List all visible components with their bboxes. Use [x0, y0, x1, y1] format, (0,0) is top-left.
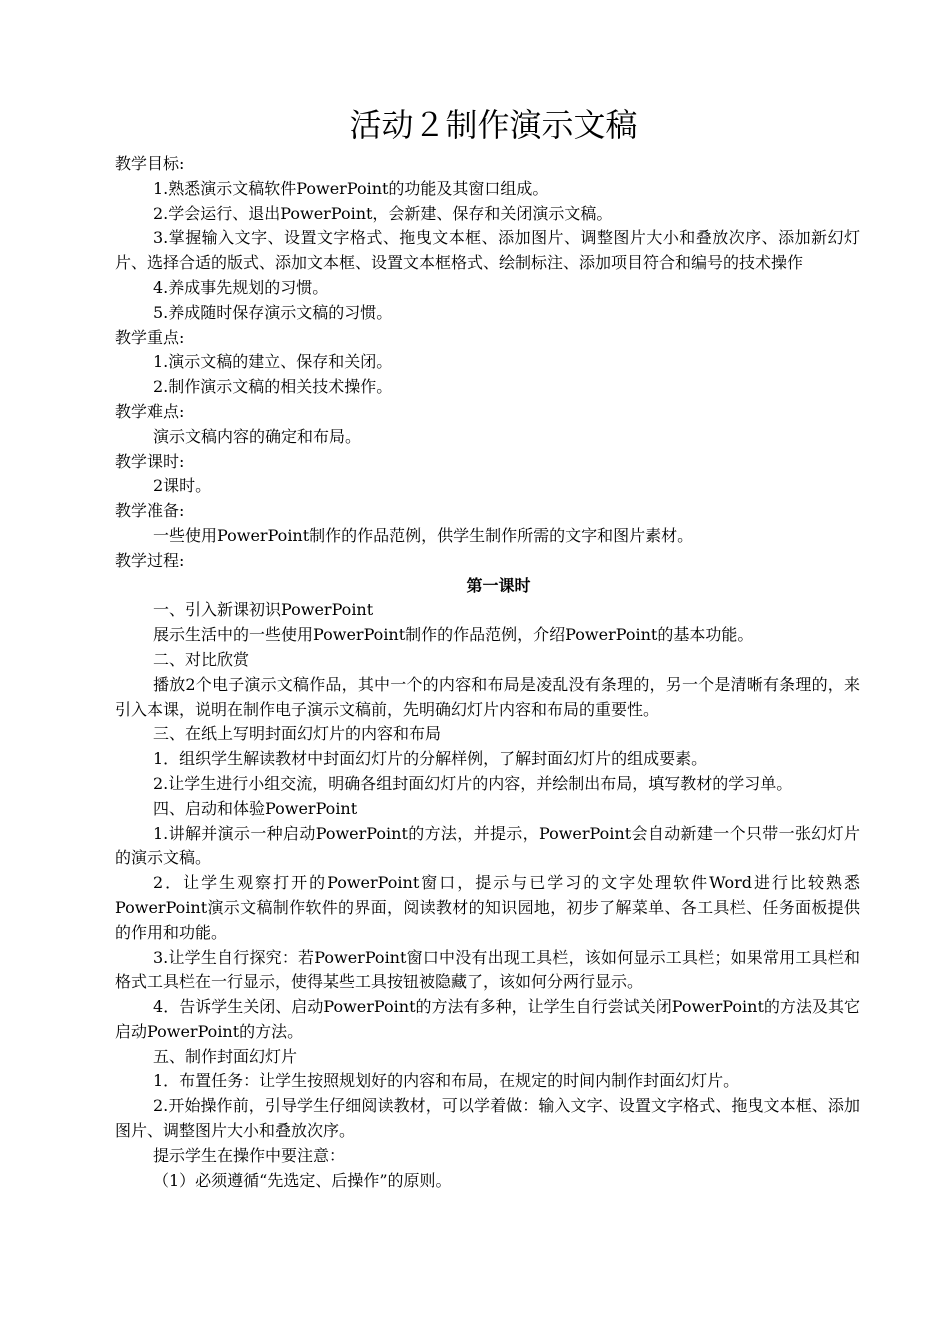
section-goals [115, 152, 860, 326]
goal-item: 2.学会运行、退出PowerPoint，会新建、保存和关闭演示文稿。 [153, 203, 613, 223]
process-paragraph: 2．让学生观察打开的PowerPoint窗口，提示与已学习的文字处理软件Word进行比较熟悉PowerPoint演示文稿制作软件的界面，阅读教材的知识园地，初步了解菜单、各工具栏、任务面板提供的作用和功能。 [115, 873, 860, 942]
section-prep [115, 499, 860, 549]
process-paragraph: 展示生活中的一些使用PowerPoint制作的作品范例，介绍PowerPoint的基本功能。 [153, 625, 754, 645]
document-page [115, 98, 860, 1193]
process-paragraph: 3.让学生自行探究：若PowerPoint窗口中没有出现工具栏，该如何显示工具栏；如果常用工具栏和格式工具栏在一行显示，使得某些工具按钮被隐藏了，该如何分两行显示。 [115, 947, 860, 992]
process-paragraph: 2.开始操作前，引导学生仔细阅读教材，可以学着做：输入文字、设置文字格式、拖曳文本框、添加图片、调整图片大小和叠放次序。 [115, 1096, 860, 1141]
section-heading: 教学难点: [115, 401, 185, 421]
prep-item: 一些使用PowerPoint制作的作品范例，供学生制作所需的文字和图片素材。 [153, 525, 694, 545]
keypoint-item: 1.演示文稿的建立、保存和关闭。 [153, 352, 393, 372]
process-paragraph: 五、制作封面幻灯片 [153, 1046, 298, 1066]
process-paragraph: 四、启动和体验PowerPoint [153, 798, 358, 818]
section-heading: 教学目标: [115, 154, 185, 173]
process-paragraph: 1．布置任务：让学生按照规划好的内容和布局，在规定的时间内制作封面幻灯片。 [153, 1071, 740, 1091]
goal-item: 3.掌握输入文字、设置文字格式、拖曳文本框、添加图片、调整图片大小和叠放次序、添加新幻灯片、选择合适的版式、添加文本框、设置文本框格式、绘制标注、添加项目符合和编号的技术操作 [115, 228, 860, 273]
section-heading: 教学课时: [115, 451, 185, 471]
keypoint-item: 2.制作演示文稿的相关技术操作。 [153, 377, 393, 397]
hours-item: 2课时。 [153, 476, 212, 496]
lesson-title: 第一课时 [466, 575, 531, 595]
document-title: 活动２制作演示文稿 [349, 106, 638, 144]
section-difficulties [115, 400, 860, 450]
process-paragraph: 二、对比欣赏 [153, 649, 250, 669]
difficulty-item: 演示文稿内容的确定和布局。 [153, 426, 362, 446]
goal-item: 5.养成随时保存演示文稿的习惯。 [153, 302, 393, 322]
process-paragraph: （1）必须遵循“先选定、后操作”的原则。 [153, 1170, 452, 1190]
section-process [115, 549, 860, 1194]
process-paragraph: 2.让学生进行小组交流，明确各组封面幻灯片的内容，并绘制出布局，填写教材的学习单。 [153, 773, 793, 793]
section-hours [115, 450, 860, 500]
process-paragraph: 播放2个电子演示文稿作品，其中一个的内容和布局是凌乱没有条理的，另一个是清晰有条理的，来引入本课，说明在制作电子演示文稿前，先明确幻灯片内容和布局的重要性。 [115, 674, 860, 719]
process-paragraph: 三、在纸上写明封面幻灯片的内容和布局 [153, 724, 442, 744]
section-heading: 教学重点: [115, 327, 185, 347]
goal-item: 1.熟悉演示文稿软件PowerPoint的功能及其窗口组成。 [153, 178, 549, 198]
section-keypoints [115, 326, 860, 400]
section-heading: 教学过程: [115, 550, 185, 570]
process-paragraph: 1.讲解并演示一种启动PowerPoint的方法，并提示，PowerPoint会自动新建一个只带一张幻灯片的演示文稿。 [115, 823, 860, 868]
process-paragraph: 1．组织学生解读教材中封面幻灯片的分解样例，了解封面幻灯片的组成要素。 [153, 749, 708, 769]
process-paragraph: 一、引入新课初识PowerPoint [153, 600, 374, 620]
section-heading: 教学准备: [115, 501, 185, 521]
goal-item: 4.养成事先规划的习惯。 [153, 277, 329, 297]
process-paragraph: 提示学生在操作中要注意： [153, 1145, 346, 1165]
process-paragraph: 4．告诉学生关闭、启动PowerPoint的方法有多种，让学生自行尝试关闭PowerPoint的方法及其它启动PowerPoint的方法。 [115, 997, 860, 1041]
